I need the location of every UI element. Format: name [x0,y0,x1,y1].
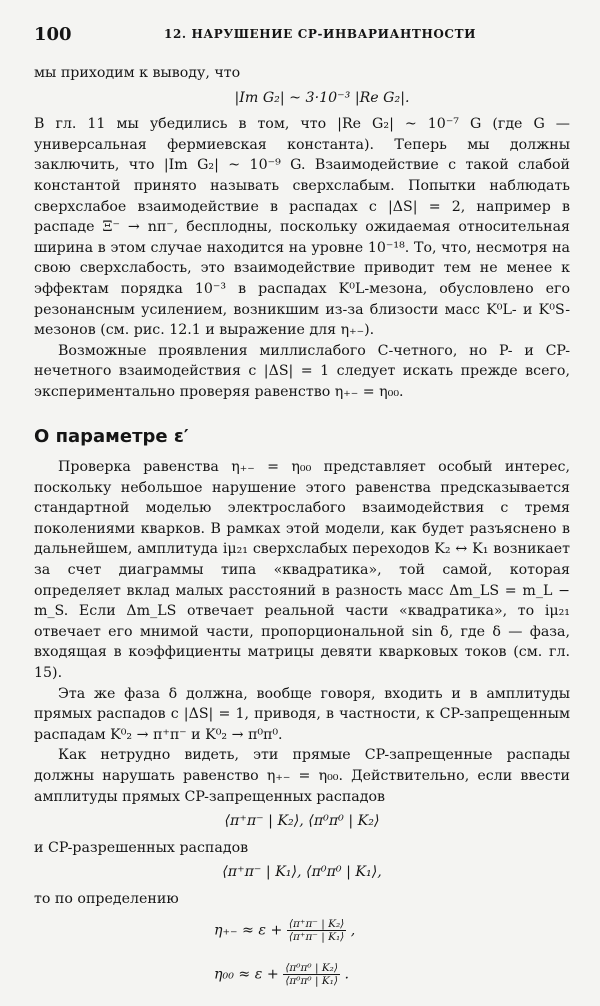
page-number: 100 [34,24,72,45]
eta-00-end: . [344,966,350,983]
eta-pm-denominator: ⟨π⁺π⁻ | K₁⟩ [288,930,345,943]
equation-k1-amplitudes: ⟨π⁺π⁻ | K₁⟩, ⟨π⁰π⁰ | K₁⟩, [222,864,382,881]
eta-pm-numerator: ⟨π⁺π⁻ | K₂⟩ [288,917,345,930]
eta-00-fraction [283,962,340,987]
equation-eta-plus-minus [214,918,355,943]
paragraph-6: Как нетрудно видеть, эти прямые CP-запрещенные распады должны нарушать равенство η₊₋ = η₀₀. Действительно, если ввести амплитуды прямых CP-запрещенных распадов [34,747,570,805]
paragraph-4: Проверка равенства η₊₋ = η₀₀ представляет особый интерес, поскольку небольшое нарушение этого равенства предсказывается стандартной моделью электрослабого взаимодействия с тремя поколениями кварков. В рамках этой модели, как будет разъяснено в дальнейшем, амплитуда iμ₂₁ сверхслабых переходов K₂ ↔ K₁ возникает за счет диаграммы типа «квадратика», той самой, которая определяет вклад малых расстояний в разность масс Δm_LS = m_L − m_S. Если Δm_LS отвечает реальной части «квадратика», то iμ₂₁ отвечает его мнимой части, пропорциональной sin δ, где δ — фаза, входящая в коэффициенты матрицы девяти кварковых токов (см. гл. 15). [34,459,570,682]
equation-block-eta [34,918,570,1006]
eta-00-numerator: ⟨π⁰π⁰ | K₂⟩ [285,961,338,974]
paragraph-7: и CP-разрешенных распадов [34,839,249,856]
equation-eta-zero-zero [214,962,349,987]
eta-pm-lhs: η₊₋ ≈ ε + [214,922,283,939]
eta-pm-fraction [287,918,346,943]
paragraph-5: Эта же фаза δ должна, вообще говоря, входить и в амплитуды прямых распадов с |ΔS| = 1, приводя, в частности, к CP-запрещенным распадам K⁰₂ → π⁺π⁻ и K⁰₂ → π⁰π⁰. [34,685,570,743]
eta-00-lhs: η₀₀ ≈ ε + [214,966,279,983]
paragraph-8: то по определению [34,890,179,907]
paragraph-3: Возможные проявления миллислабого C-четного, но P- и CP-нечетного взаимодействия с |ΔS| = 1 следует искать прежде всего, экспериментально проверяя равенство η₊₋ = η₀₀. [34,342,570,400]
running-title: 12. НАРУШЕНИЕ СР-ИНВАРИАНТНОСТИ [164,27,477,41]
equation-k2-amplitudes: ⟨π⁺π⁻ | K₂⟩, ⟨π⁰π⁰ | K₂⟩ [224,813,380,830]
page-header [34,24,566,46]
equation-im-g2: |Im G₂| ~ 3·10⁻³ |Re G₂|. [234,89,410,106]
eta-pm-end: , [350,922,356,939]
section-title: О параметре ε′ [34,425,189,447]
page-body [34,63,570,1006]
paragraph-1: мы приходим к выводу, что [34,65,241,81]
paragraph-2: В гл. 11 мы убедились в том, что |Re G₂| ~ 10⁻⁷ G (где G — универсальная фермиевская константа). Теперь мы должны заключить, что |Im G₂| ~ 10⁻⁹ G. Взаимодействие с такой слабой константой принято называть сверхслабым. Попытки наблюдать сверхслабое взаимодействие в распадах с |ΔS| = 2, например в распаде Ξ⁻ → nπ⁻, бесплодны, поскольку ожидаемая относительная ширина в этом случае находится на уровне 10⁻¹⁸. То, что, несмотря на свою сверхслабость, это взаимодействие приводит тем не менее к эффектам порядка 10⁻³ в распадах K⁰L-мезона, обусловлено его резонансным усилением, возникшим из-за близости масс K⁰L- и K⁰S-мезонов (см. рис. 12.1 и выражение для η₊₋). [34,116,570,339]
eta-00-denominator: ⟨π⁰π⁰ | K₁⟩ [285,974,338,987]
